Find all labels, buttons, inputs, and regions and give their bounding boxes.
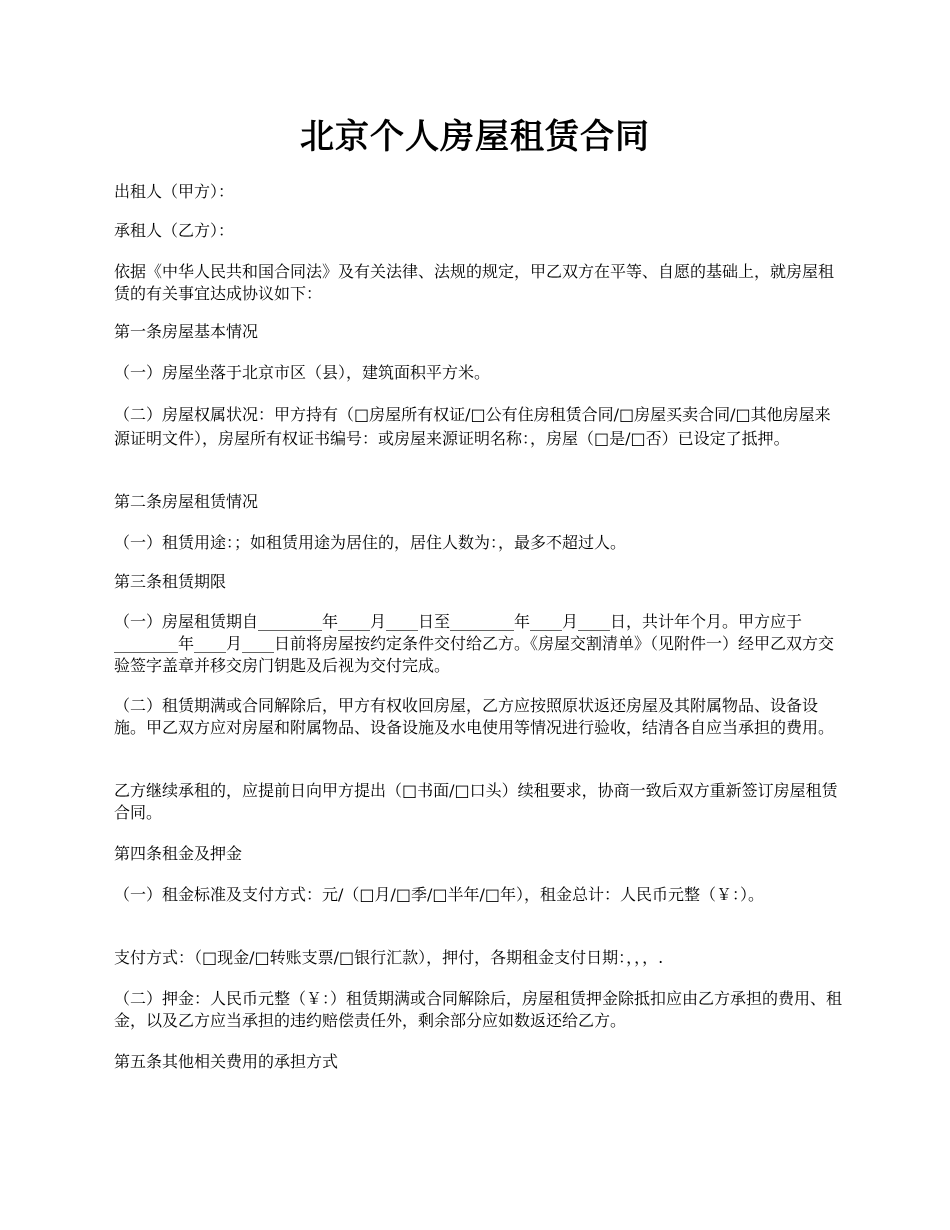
article-2-clause-1: （一）租赁用途：；如租赁用途为居住的，居住人数为：，最多不超过人。 bbox=[114, 533, 627, 552]
article-5-heading: 第五条其他相关费用的承担方式 bbox=[114, 1052, 339, 1071]
article-1-clause-1: （一）房屋坐落于北京市区（县），建筑面积平方米。 bbox=[114, 363, 491, 382]
renewal-paragraph: 乙方继续承租的，应提前日向甲方提出（□书面/□口头）续租要求，协商一致后双方重新签订房屋租赁合同。 bbox=[114, 781, 838, 822]
article-3-clause-2: （二）租赁期满或合同解除后，甲方有权收回房屋，乙方应按照原状返还房屋及其附属物品、设备设施。甲乙双方应对房屋和附属物品、设备设施及水电使用等情况进行验收，结清各自应当承担的费用。 bbox=[114, 696, 835, 737]
article-1-clause-2: （二）房屋权属状况：甲方持有（□房屋所有权证/□公有住房租赁合同/□房屋买卖合同/□其他房屋来源证明文件），房屋所有权证书编号：或房屋来源证明名称：，房屋（□是/□否）已设定了抵押。 bbox=[114, 405, 831, 448]
preamble-paragraph: 依据《中华人民共和国合同法》及有关法律、法规的规定，甲乙双方在平等、自愿的基础上，就房屋租赁的有关事宜达成协议如下： bbox=[114, 262, 835, 303]
article-4-clause-1: （一）租金标准及支付方式：元/（□月/□季/□半年/□年），租金总计：人民币元整（￥：）。 bbox=[114, 885, 765, 904]
lessor-line: 出租人（甲方）： bbox=[114, 182, 235, 201]
article-3-heading: 第三条租赁期限 bbox=[114, 572, 227, 591]
lessee-line: 承租人（乙方）： bbox=[114, 221, 235, 240]
payment-method-paragraph: 支付方式：（□现金/□转账支票/□银行汇款），押付，各期租金支付日期：，，，. bbox=[114, 948, 664, 967]
article-3-clause-1: （一）房屋租赁期自________年____月____日至________年____月____日，共计年个月。甲方应于________年____月____日前将房屋按约定条件交付给乙方。《房屋交割清单》（见附件一）经甲乙双方交验签字盖章并移交房门钥匙及后视为交付完成。 bbox=[114, 612, 835, 675]
article-4-heading: 第四条租金及押金 bbox=[114, 844, 243, 863]
article-2-heading: 第二条房屋租赁情况 bbox=[114, 492, 259, 511]
article-1-heading: 第一条房屋基本情况 bbox=[114, 322, 259, 341]
document-title: 北京个人房屋租赁合同 bbox=[300, 117, 650, 157]
article-4-clause-2: （二）押金：人民币元整（￥：）租赁期满或合同解除后，房屋租赁押金除抵扣应由乙方承担的费用、租金，以及乙方应当承担的违约赔偿责任外，剩余部分应如数返还给乙方。 bbox=[114, 989, 843, 1030]
